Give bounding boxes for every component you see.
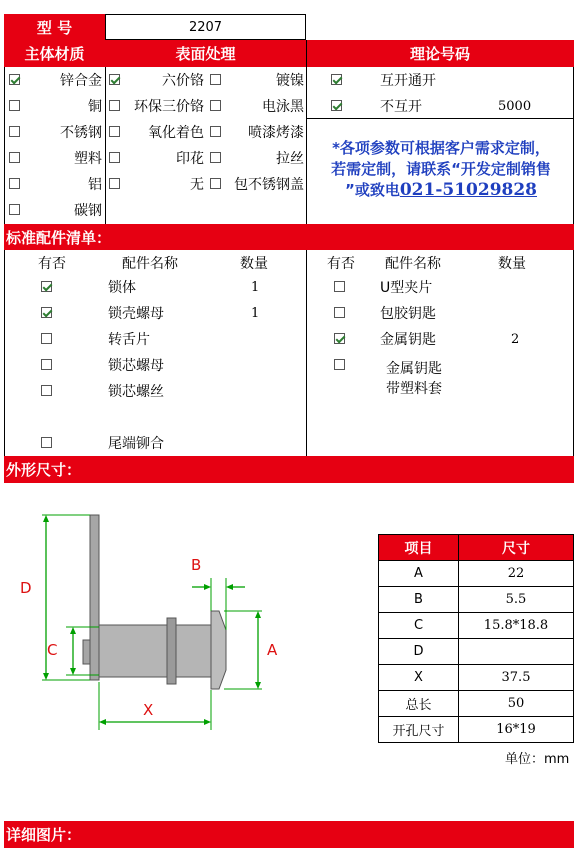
accessory-name [386,359,442,399]
code-checkbox-nointeropen[interactable] [331,100,342,111]
surface-checkbox[interactable] [210,74,221,85]
material-label: 铝 [88,177,102,193]
dim-table-header-size: 尺寸 [459,535,574,561]
dim-table-size [459,639,574,665]
surface-label: 印花 [176,151,204,167]
material-checkbox[interactable] [9,178,20,189]
model-value: 2207 [105,14,306,40]
accessory-checkbox[interactable] [41,281,52,292]
accessory-checkbox[interactable] [334,307,345,318]
material-label: 碳钢 [74,203,102,219]
dim-table-item: C [379,613,459,639]
dim-table-row [379,613,574,639]
accessory-name: 锁芯螺母 [108,358,164,374]
material-checkbox[interactable] [9,204,20,215]
accessory-checkbox[interactable] [334,281,345,292]
accessory-name: 锁壳螺母 [108,306,164,322]
surface-checkbox[interactable] [210,126,221,137]
accessory-checkbox[interactable] [41,359,52,370]
surface-header: 表面处理 [175,45,236,63]
material-checkbox[interactable] [9,100,20,111]
surface-label: 环保三价铬 [134,99,204,115]
surface-label: 包不锈钢盖 [234,177,304,193]
dim-table-item: A [379,561,459,587]
accessory-checkbox[interactable] [41,307,52,318]
dim-label-a: A [267,641,278,659]
dim-label-c: C [47,641,58,659]
code-label-interopen: 互开通开 [380,73,436,89]
surface-checkbox[interactable] [109,100,120,111]
dim-table-item: D [379,639,459,665]
accessory-checkbox[interactable] [41,385,52,396]
dim-table-item: B [379,587,459,613]
surface-label: 无 [190,177,204,193]
accessory-name-line: 金属钥匙 [386,361,442,377]
acc-right-col-name: 配件名称 [385,256,441,272]
material-label: 塑料 [74,151,102,167]
dim-table-item: 开孔尺寸 [379,717,459,743]
dim-table-size: 22 [459,561,574,587]
dim-label-b: B [191,556,202,574]
surface-checkbox[interactable] [109,178,120,189]
dimension-table [378,534,574,743]
lock-nut [167,618,176,684]
material-label: 不锈钢 [60,125,102,141]
notice-line-1: *各项参数可根据客户需求定制， [332,139,550,157]
dim-table-size: 50 [459,691,574,717]
dim-table-row [379,639,574,665]
accessory-name: 尾端铆合 [108,436,164,452]
dim-table-row [379,717,574,743]
dim-label-x: X [143,701,154,719]
acc-right-col-check: 有否 [327,256,355,272]
notice-phone-link[interactable]: 021-51029828 [399,180,538,200]
surface-label: 电泳黑 [262,99,304,115]
surface-checkbox[interactable] [210,178,221,189]
dimension-unit: 单位：mm [505,752,570,767]
material-checkbox[interactable] [9,74,20,85]
code-checkbox-interopen[interactable] [331,74,342,85]
material-checkbox[interactable] [9,126,20,137]
lock-dimension-drawing [0,490,320,750]
accessory-qty: 1 [251,305,260,321]
material-label: 锌合金 [60,73,102,89]
notice-line-2: 若需定制，请联系“开发定制销售 [331,160,551,178]
surface-checkbox[interactable] [210,152,221,163]
accessory-checkbox[interactable] [334,359,345,370]
surface-checkbox[interactable] [109,152,120,163]
accessory-name: 包胶钥匙 [380,306,436,322]
code-header: 理论号码 [409,45,470,63]
details-title: 详细图片： [4,821,574,848]
dim-table-row [379,561,574,587]
dim-table-item: X [379,665,459,691]
dim-table-size: 15.8*18.8 [459,613,574,639]
dim-table-row [379,665,574,691]
dim-table-row [379,691,574,717]
accessory-checkbox[interactable] [41,437,52,448]
surface-checkbox[interactable] [109,126,120,137]
material-label: 铜 [88,99,102,115]
accessory-name: 转舌片 [108,332,150,348]
notice-line-3 [308,180,574,201]
accessory-qty: 2 [511,331,520,347]
accessory-name-line: 带塑料套 [386,381,442,397]
dim-label-d: D [20,579,32,597]
accessory-checkbox[interactable] [334,333,345,344]
code-label-nointeropen: 不互开 [380,99,422,115]
dim-table-size: 5.5 [459,587,574,613]
acc-left-col-check: 有否 [38,256,66,272]
material-header: 主体材质 [24,45,85,63]
model-label: 型 号 [4,14,105,40]
lock-tip [211,611,226,689]
acc-right-col-qty: 数量 [498,256,526,272]
custom-notice [308,138,574,201]
material-checkbox[interactable] [9,152,20,163]
accessory-qty: 1 [251,279,260,295]
dim-table-size: 16*19 [459,717,574,743]
notice-call-text: ”或致电 [344,181,400,199]
accessory-name: 锁芯螺丝 [108,384,164,400]
dim-table-row [379,587,574,613]
lock-flange [90,515,99,680]
lock-body [99,625,211,677]
surface-label: 氧化着色 [148,125,204,141]
surface-checkbox[interactable] [210,100,221,111]
surface-label: 喷漆烤漆 [248,125,304,141]
surface-label: 镀镍 [276,73,304,89]
lock-stub [83,640,90,664]
dim-table-item: 总长 [379,691,459,717]
dim-table-size: 37.5 [459,665,574,691]
surface-label: 拉丝 [276,151,304,167]
accessories-title: 标准配件清单： [4,224,574,250]
acc-left-col-qty: 数量 [240,256,268,272]
accessory-checkbox[interactable] [41,333,52,344]
accessory-name: 金属钥匙 [380,332,436,348]
dimensions-title: 外形尺寸： [4,456,574,483]
surface-checkbox[interactable] [109,74,120,85]
acc-left-col-name: 配件名称 [122,256,178,272]
code-value-nointeropen: 5000 [498,98,532,114]
dim-table-header-item: 项目 [379,535,459,561]
surface-label: 六价铬 [162,73,204,89]
accessory-name: U型夹片 [380,280,433,296]
accessory-name: 锁体 [108,280,136,296]
